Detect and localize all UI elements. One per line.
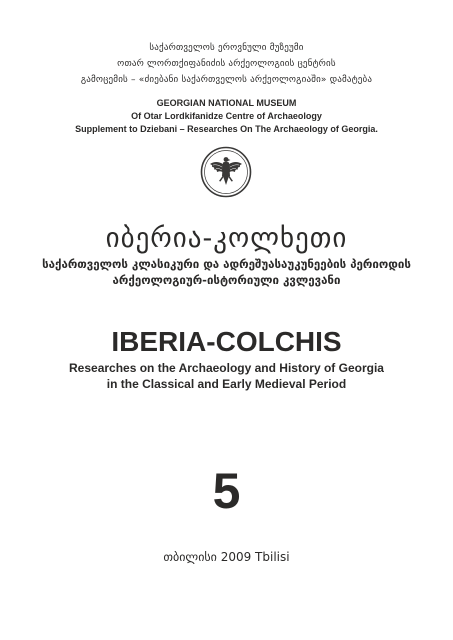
subtitle-georgian xyxy=(0,256,453,288)
title-english: IBERIA-COLCHIS xyxy=(111,326,342,357)
museum-name-english xyxy=(0,97,453,136)
title-georgian: იბერია-კოლხეთი xyxy=(105,223,348,254)
imprint-place-year: თბილისი 2009 Tbilisi xyxy=(163,550,290,564)
museum-name-en-line3: Supplement to Dziebani – Researches On The Archaeology of Georgia. xyxy=(75,124,378,134)
museum-name-en-line1: GEORGIAN NATIONAL MUSEUM xyxy=(156,98,297,108)
eagle-seal-icon xyxy=(200,146,252,198)
museum-name-ka-line3: გამოცემის – «ძიებანი საქართველოს არქეოლოგიაში» დამატება xyxy=(80,75,373,85)
museum-name-ka-line2: ოთარ ლორთქიფანიძის არქეოლოგიის ცენტრის xyxy=(117,59,336,69)
museum-name-en-line2: Of Otar Lordkifanidze Centre of Archaeology xyxy=(131,111,322,121)
subtitle-en-line1: Researches on the Archaeology and History of Georgia xyxy=(69,361,384,375)
subtitle-english xyxy=(0,360,453,392)
subtitle-en-line2: in the Classical and Early Medieval Period xyxy=(106,377,347,391)
museum-name-georgian xyxy=(0,40,453,88)
museum-name-ka-line1: საქართველოს ეროვნული მუზეუმი xyxy=(149,43,304,53)
volume-number: 5 xyxy=(212,463,241,519)
subtitle-ka-line1: საქართველოს კლასიკური და ადრეშუასაუკუნეების პერიოდის xyxy=(42,257,411,271)
subtitle-ka-line2: არქეოლოგიურ-ისტორიული კვლევანი xyxy=(112,273,341,287)
